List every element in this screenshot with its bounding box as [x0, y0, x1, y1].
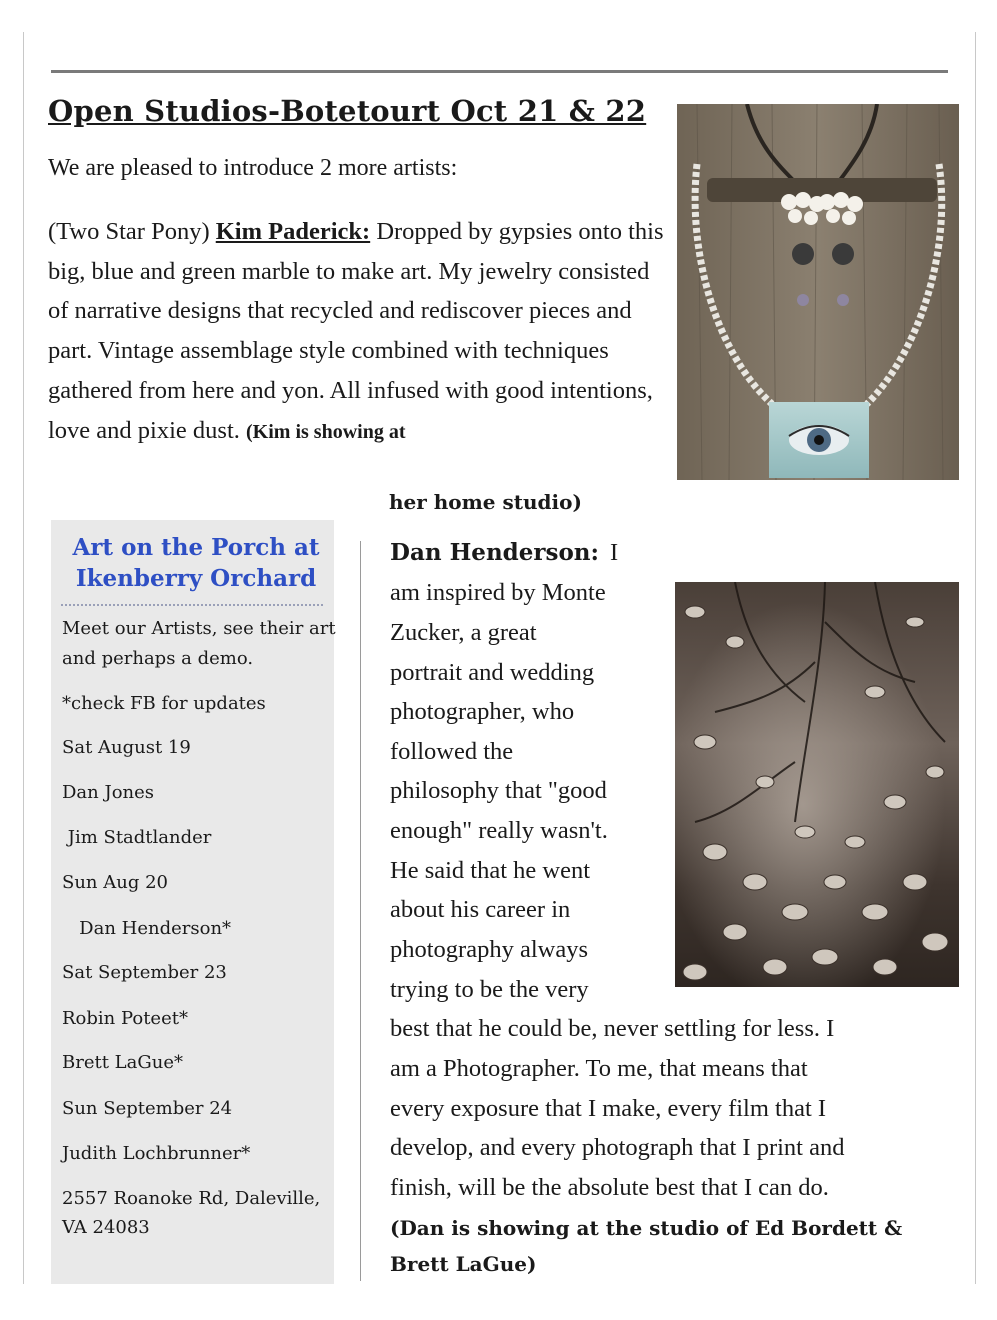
dan-line: photographer, who: [390, 698, 575, 725]
sidebar-line: Dan Henderson*: [62, 918, 232, 939]
dan-note-continued: Brett LaGue): [390, 1252, 537, 1276]
dan-line: Zucker, a great: [390, 619, 537, 646]
dan-line: finish, will be the absolute best that I can do.: [390, 1174, 829, 1201]
column-divider: [360, 541, 361, 1281]
sidebar-title: Art on the Porch at Ikenberry Orchard: [72, 534, 320, 592]
dan-line: about his career in: [390, 896, 571, 923]
dan-line: philosophy that "good: [390, 777, 607, 804]
dan-line: He said that he went: [390, 857, 591, 884]
sidebar-line: Judith Lochbrunner*: [62, 1143, 251, 1164]
sidebar-line: *check FB for updates: [62, 693, 266, 714]
sidebar-box: [51, 520, 334, 1284]
dan-line: photography always: [390, 936, 588, 963]
sidebar-line: Jim Stadtlander: [62, 827, 212, 848]
dan-first-word: I: [610, 539, 619, 566]
sidebar-line: Sun Aug 20: [62, 872, 168, 893]
dan-line: best that he could be, never settling for less. I: [390, 1015, 835, 1042]
sidebar-line: Meet our Artists, see their art: [62, 618, 336, 639]
dan-line: enough" really wasn't.: [390, 817, 608, 844]
kim-bio: Dropped by gypsies onto this big, blue and green marble to make art. My jewelry consisted of narrative designs that recycled and rediscover pieces and part. Vintage assemblage style combined with techniques gathered from here and yon. All infused with good intentions, love and pixie dust.: [48, 218, 664, 444]
intro-text: We are pleased to introduce 2 more artists:: [48, 155, 458, 181]
kim-note-continued: her home studio): [389, 490, 582, 514]
kim-paragraph: [48, 212, 666, 452]
sidebar-line: Brett LaGue*: [62, 1052, 183, 1073]
page-edge-left: [23, 32, 24, 1284]
dan-line: develop, and every photograph that I print and: [390, 1134, 845, 1161]
kim-note: (Kim is showing at: [246, 420, 406, 443]
sidebar-line: VA 24083: [62, 1217, 150, 1238]
top-rule: [51, 70, 948, 73]
sidebar-line: and perhaps a demo.: [62, 648, 254, 669]
dan-name: Dan Henderson:: [390, 539, 599, 566]
sidebar-line: 2557 Roanoke Rd, Daleville,: [62, 1188, 321, 1209]
lily-pond-photo: [675, 582, 959, 987]
necklace-photo: [677, 104, 959, 480]
sidebar-divider: [61, 604, 323, 606]
dan-line: am a Photographer. To me, that means that: [390, 1055, 808, 1082]
sidebar-line: Sat August 19: [62, 737, 191, 758]
sidebar-line: Dan Jones: [62, 782, 155, 803]
page-title: Open Studios-Botetourt Oct 21 & 22: [48, 94, 647, 128]
sidebar-line: Sat September 23: [62, 962, 227, 983]
kim-prefix: (Two Star Pony): [48, 218, 216, 245]
dan-note: (Dan is showing at the studio of Ed Bordett &: [390, 1216, 903, 1240]
dan-line: every exposure that I make, every film that I: [390, 1095, 827, 1122]
dan-line: trying to be the very: [390, 976, 589, 1003]
dan-line: portrait and wedding: [390, 659, 595, 686]
sidebar-line: Sun September 24: [62, 1098, 233, 1119]
sidebar-line: Robin Poteet*: [62, 1008, 188, 1029]
page-edge-right: [975, 32, 976, 1284]
kim-name: Kim Paderick:: [215, 218, 371, 245]
dan-line: am inspired by Monte: [390, 579, 606, 606]
dan-line: followed the: [390, 738, 514, 765]
